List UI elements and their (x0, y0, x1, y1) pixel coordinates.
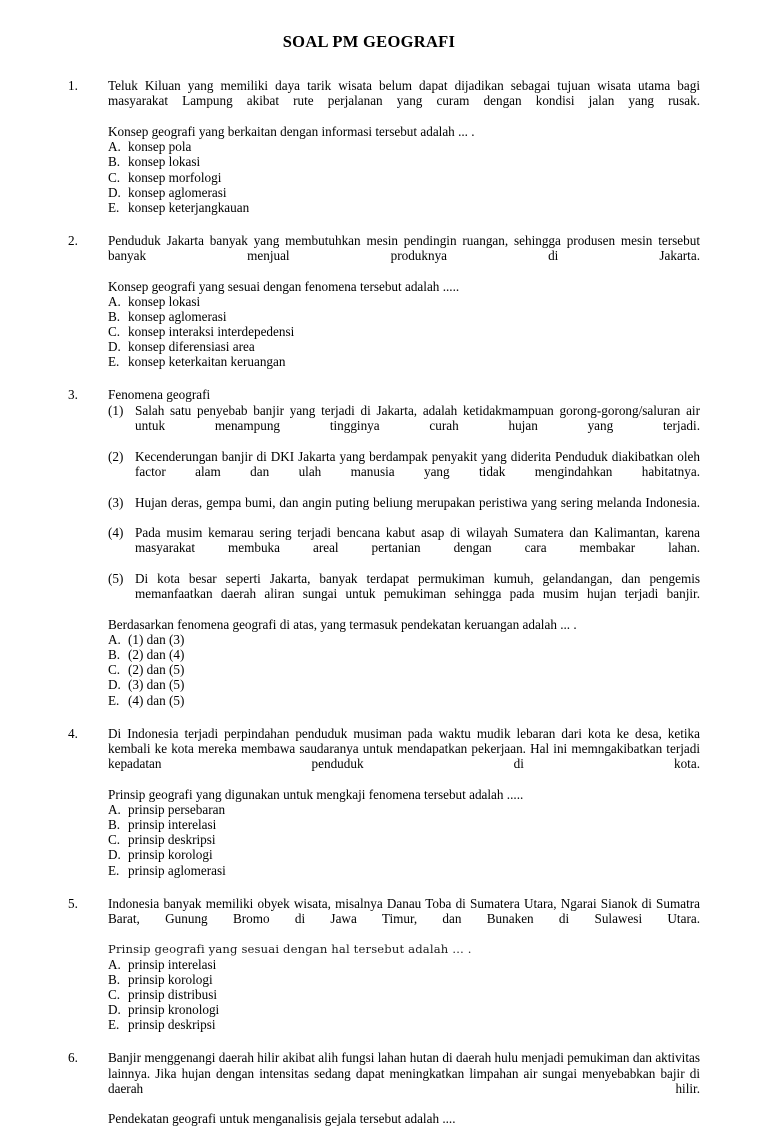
option-letter: E. (108, 199, 120, 215)
question-body (108, 233, 700, 370)
option-letter: E. (108, 862, 120, 878)
question-stem: Penduduk Jakarta banyak yang membutuhkan mesin pendingin ruangan, sehingga produsen mesin tersebut banyak menjual produknya di Jakarta. (108, 232, 700, 264)
option-item[interactable] (108, 987, 700, 1002)
question-body (108, 1050, 700, 1126)
option-item[interactable] (108, 632, 700, 647)
subitem-text: Di kota besar seperti Jakarta, banyak terdapat permukiman kumuh, gelandangan, dan pengemis memanfaatkan daerah aliran sungai untuk pemukiman sehingga pada musim hujan terjadi banjir. (135, 571, 700, 602)
option-item[interactable] (108, 324, 700, 339)
question-lead-in: Konsep geografi yang sesuai dengan fenomena tersebut adalah ..... (108, 278, 460, 294)
option-label: (2) dan (4) (128, 647, 185, 663)
option-letter: C. (108, 832, 121, 848)
subitem-marker: (2) (108, 448, 124, 464)
option-label: prinsip interelasi (128, 956, 217, 972)
question-stem: Indonesia banyak memiliki obyek wisata, misalnya Danau Toba di Sumatera Utara, Ngarai Sianok di Sumatra Barat, Gunung Bromo di Jawa Timur, dan Bunaken di Sulawesi Utara. (108, 895, 700, 926)
subitem-marker: (1) (108, 402, 124, 418)
question-body (108, 896, 700, 1033)
subitem-text: Pada musim kemarau sering terjadi bencana kabut asap di wilayah Sumatera dan Kalimantan, karena masyarakat membuka areal pertanian dengan cara membakar lahan. (135, 525, 700, 556)
option-label: konsep diferensiasi area (128, 339, 255, 355)
question-stem: Banjir menggenangi daerah hilir akibat alih fungsi lahan hutan di daerah hulu menjadi pemukiman dan aktivitas lainnya. Jika hujan dengan intensitas sedang dapat meningkatkan limpahan air sungai menyebabkan bajir di daerah hilir. (108, 1050, 700, 1096)
option-letter: D. (108, 184, 121, 200)
question-item (0, 896, 768, 1033)
option-list (108, 802, 700, 877)
option-item[interactable] (108, 339, 700, 354)
option-letter: D. (108, 1002, 121, 1018)
option-item[interactable] (108, 1017, 700, 1032)
subitem-marker: (5) (108, 571, 124, 587)
subitem (108, 449, 700, 495)
option-letter: D. (108, 847, 121, 863)
question-body (108, 387, 700, 707)
question-lead-in: Konsep geografi yang berkaitan dengan informasi tersebut adalah ... . (108, 124, 475, 140)
option-item[interactable] (108, 677, 700, 692)
option-label: prinsip distribusi (128, 987, 218, 1002)
option-item[interactable] (108, 139, 700, 154)
question-stem: Di Indonesia terjadi perpindahan penduduk musiman pada waktu mudik lebaran dari kota ke desa, ketika kembali ke kota mereka membawa saudaranya untuk mendapatkan pekerjaan. Hal ini memngakibatkan terjadi kepadatan penduduk di kota. (108, 725, 700, 772)
question-item (0, 387, 768, 707)
question-list (0, 51, 768, 1127)
option-list (108, 139, 700, 214)
option-label: prinsip aglomerasi (128, 862, 226, 878)
option-label: konsep keterkaitan keruangan (128, 354, 286, 370)
option-letter: E. (108, 354, 120, 370)
subitem-text: Salah satu penyebab banjir yang terjadi di Jakarta, adalah ketidakmampuan gorong-gorong/saluran air untuk menampung tingginya curah hujan yang terjadi. (135, 402, 700, 434)
option-label: konsep morfologi (128, 169, 222, 185)
option-letter: A. (108, 802, 121, 818)
subitem (108, 403, 700, 449)
option-letter: D. (108, 339, 121, 355)
option-item[interactable] (108, 817, 700, 832)
option-item[interactable] (108, 662, 700, 677)
option-letter: A. (108, 139, 121, 155)
option-item[interactable] (108, 354, 700, 369)
option-letter: A. (108, 632, 121, 648)
option-letter: C. (108, 169, 121, 185)
question-lead-in: Prinsip geografi yang sesuai dengan hal tersebut adalah … . (108, 941, 472, 956)
question-number: 4. (68, 725, 78, 741)
option-label: konsep lokasi (128, 154, 201, 170)
option-label: konsep keterjangkauan (128, 199, 250, 215)
option-letter: B. (108, 971, 121, 987)
option-item[interactable] (108, 693, 700, 708)
option-letter: C. (108, 324, 121, 340)
option-label: (1) dan (3) (128, 632, 185, 648)
option-list (108, 294, 700, 369)
option-list (108, 632, 700, 707)
question-lead-in: Berdasarkan fenomena geografi di atas, yang termasuk pendekatan keruangan adalah ... . (108, 616, 577, 632)
option-label: prinsip persebaran (128, 802, 226, 818)
option-item[interactable] (108, 154, 700, 169)
option-label: (4) dan (5) (128, 692, 185, 708)
option-label: prinsip deskripsi (128, 1017, 216, 1033)
option-label: konsep lokasi (128, 293, 201, 309)
option-label: prinsip korologi (128, 971, 213, 987)
option-letter: B. (108, 817, 121, 833)
option-item[interactable] (108, 972, 700, 987)
subitem (108, 571, 700, 617)
option-item[interactable] (108, 1002, 700, 1017)
option-letter: E. (108, 692, 120, 708)
option-item[interactable] (108, 847, 700, 862)
subitem-marker: (4) (108, 525, 124, 541)
option-letter: D. (108, 677, 121, 693)
option-item[interactable] (108, 185, 700, 200)
question-lead-in: Pendekatan geografi untuk menganalisis gejala tersebut adalah .... (108, 1111, 456, 1127)
question-number: 5. (68, 895, 78, 911)
option-label: konsep pola (128, 139, 192, 155)
question-number: 6. (68, 1050, 78, 1066)
option-label: (3) dan (5) (128, 677, 185, 693)
option-letter: B. (108, 647, 121, 663)
option-letter: B. (108, 309, 121, 325)
option-label: (2) dan (5) (128, 662, 185, 678)
question-item (0, 78, 768, 215)
question-body (108, 78, 700, 215)
option-item[interactable] (108, 170, 700, 185)
question-item (0, 726, 768, 878)
option-item[interactable] (108, 294, 700, 309)
question-stem: Teluk Kiluan yang memiliki daya tarik wisata belum dapat dijadikan sebagai tujuan wisata utama bagi masyarakat Lampung akibat rute perjalanan yang curam dengan kondisi jalan yang rusak. (108, 78, 700, 109)
option-item[interactable] (108, 200, 700, 215)
option-label: konsep aglomerasi (128, 184, 227, 200)
question-number: 3. (68, 387, 78, 403)
option-letter: A. (108, 293, 121, 309)
option-item[interactable] (108, 802, 700, 817)
option-item[interactable] (108, 647, 700, 662)
subitem-marker: (3) (108, 494, 124, 510)
question-number: 2. (68, 232, 78, 248)
option-letter: C. (108, 987, 121, 1002)
option-letter: A. (108, 956, 121, 972)
subitem (108, 495, 700, 526)
subitem-text: Hujan deras, gempa bumi, dan angin puting beliung merupakan peristiwa yang sering melanda Indonesia. (135, 494, 700, 510)
subitem (108, 525, 700, 571)
option-label: prinsip kronologi (128, 1002, 220, 1018)
option-item[interactable] (108, 957, 700, 972)
option-letter: E. (108, 1017, 120, 1033)
option-label: prinsip interelasi (128, 817, 217, 833)
question-item (0, 233, 768, 370)
question-lead-in: Prinsip geografi yang digunakan untuk mengkaji fenomena tersebut adalah ..... (108, 786, 524, 802)
subitem-list (108, 403, 700, 617)
option-item[interactable] (108, 832, 700, 847)
option-label: konsep interaksi interdepedensi (128, 324, 295, 340)
option-label: prinsip deskripsi (128, 832, 216, 848)
option-item[interactable] (108, 863, 700, 878)
option-letter: B. (108, 154, 121, 170)
question-stem: Fenomena geografi (108, 387, 211, 403)
option-list (108, 957, 700, 1032)
question-body (108, 726, 700, 878)
question-item (0, 1050, 768, 1126)
subitem-text: Kecenderungan banjir di DKI Jakarta yang berdampak penyakit yang diderita Penduduk diakibatkan oleh factor alam dan ulah manusia yang tidak mengindahkan habitatnya. (135, 448, 700, 479)
option-item[interactable] (108, 309, 700, 324)
option-label: prinsip korologi (128, 847, 213, 863)
option-label: konsep aglomerasi (128, 309, 227, 325)
option-letter: C. (108, 662, 121, 678)
question-number: 1. (68, 78, 78, 94)
page-title: SOAL PM GEOGRAFI (282, 32, 456, 51)
